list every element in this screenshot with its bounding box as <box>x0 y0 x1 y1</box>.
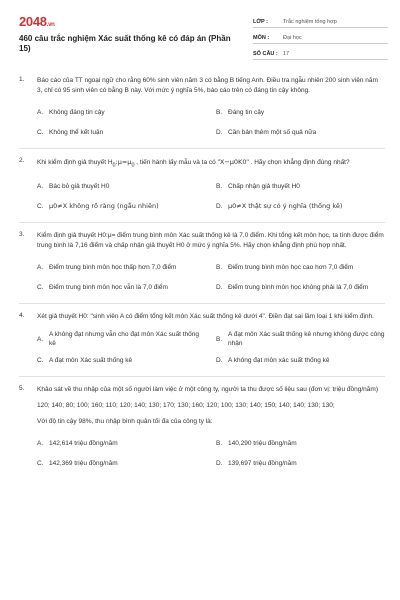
option-letter: C. <box>37 128 44 136</box>
divider <box>19 376 385 377</box>
question-text: Khảo sát về thu nhập của một số người làm việc ở một công ty, người ta thu được số liệu sau (đơn vị: triệu đồng/năm) <box>37 386 378 394</box>
question-2 <box>19 157 385 218</box>
question-4 <box>19 312 385 372</box>
meta-value: Đại học <box>283 35 302 41</box>
meta-row-count <box>253 46 388 60</box>
subscript: 0 <box>112 162 116 169</box>
option-d[interactable] <box>216 352 385 368</box>
question-text: Báo cáo của TT ngoại ngữ cho rằng 60% sinh viên năm 3 có bằng B tiếng Anh. Điều tra ngẫu nhiên 200 sinh viên năm 3, chỉ có 95 sinh viên có bằng B này. Với mức ý nghĩa 5%, báo cáo trên có đáng tin cậy không. <box>37 77 378 94</box>
meta-row-subject <box>253 30 388 44</box>
option-d[interactable] <box>216 198 385 214</box>
option-c[interactable] <box>37 124 206 140</box>
option-letter: D. <box>216 356 223 364</box>
question-prompt: Với độ tin cậy 98%, thu nhập bình quân tối đa của công ty là: <box>37 418 213 426</box>
option-text: A đạt môn Xác suất thống kê nhưng không được công nhận <box>228 331 385 348</box>
option-letter: A. <box>37 439 44 447</box>
meta-row-class <box>253 14 388 28</box>
option-text: Điểm trung bình môn học cao hơn 7,0 điểm <box>228 263 354 271</box>
logo-text: 2048 <box>19 14 47 29</box>
option-a[interactable] <box>37 178 206 194</box>
option-letter: D. <box>216 283 223 291</box>
option-a[interactable] <box>37 259 206 275</box>
options <box>37 435 385 475</box>
option-letter: A. <box>37 335 44 343</box>
option-letter: D. <box>216 202 223 210</box>
site-logo[interactable] <box>19 14 55 29</box>
meta-key: SỐ CÂU : <box>253 51 278 57</box>
option-text: μ0≠X không rõ ràng (ngẫu nhiên) <box>49 201 159 210</box>
option-letter: B. <box>216 263 223 271</box>
question-text <box>37 157 385 170</box>
option-b[interactable] <box>216 178 385 194</box>
meta-key: MÔN : <box>253 35 270 41</box>
question-5 <box>19 385 385 475</box>
divider <box>19 303 385 304</box>
option-letter: B. <box>216 108 223 116</box>
option-letter: A. <box>37 263 44 271</box>
question-number: 4. <box>19 312 25 320</box>
option-text: μ0≠X thật sự có ý nghĩa (thống kê) <box>228 201 343 210</box>
page-header <box>0 0 400 62</box>
text-part: " . Hãy chọn khẳng định đúng nhất? <box>246 159 350 166</box>
options <box>37 259 385 299</box>
document-title: 460 câu trắc nghiệm Xác suất thống kê có đáp án (Phần 15) <box>19 34 231 53</box>
option-letter: C. <box>37 356 44 364</box>
options <box>37 330 385 372</box>
option-letter: A. <box>37 182 44 190</box>
option-c[interactable] <box>37 455 206 471</box>
question-text: Xét giả thuyết H0: "sinh viên A có điểm tổng kết môn Xác suất thống kê dưới 4". Điền đạt sai lầm loại 1 khi kiểm định. <box>37 313 374 321</box>
divider <box>19 222 385 223</box>
option-text: Không đáng tin cậy <box>49 108 105 116</box>
option-text: 142,614 triệu đồng/năm <box>49 439 118 447</box>
option-text: A không đạt nhưng vẫn cho đạt môn Xác suất thống kê <box>49 331 199 348</box>
option-c[interactable] <box>37 279 206 295</box>
logo-tld: .vn <box>46 22 55 28</box>
question-number: 5. <box>19 385 25 393</box>
option-text: Cần bản thêm một số quả nữa <box>228 128 317 136</box>
option-text: Bác bỏ giả thuyết H0 <box>49 182 110 190</box>
formula: :μ=μ <box>115 158 132 166</box>
divider <box>19 148 385 149</box>
option-text: Điểm trung bình môn học không phải là 7,0 điểm <box>228 283 369 291</box>
question-number: 1. <box>19 76 25 83</box>
option-text: Chấp nhận giả thuyết H0 <box>228 182 300 190</box>
text-part: Khi kiểm định giả thuyết H <box>37 159 113 166</box>
option-b[interactable] <box>216 330 385 348</box>
option-a[interactable] <box>37 330 206 348</box>
option-b[interactable] <box>216 259 385 275</box>
question-number: 2. <box>19 157 25 164</box>
option-c[interactable] <box>37 352 206 368</box>
data-line: 120; 140; 80; 100; 160; 110; 120; 140; 130; 170; 130; 160; 120; 100; 130; 140; 150; 140; 140; 130; 130; <box>37 402 335 410</box>
option-b[interactable] <box>216 435 385 451</box>
option-letter: A. <box>37 108 44 116</box>
meta-key: LỚP : <box>253 19 268 25</box>
question-number: 3. <box>19 231 25 239</box>
option-d[interactable] <box>216 455 385 471</box>
question-text: Kiểm định giả thuyết H0:μ= điểm trung bình môn Xác suất thống kê là 7,0 điểm. Khi tổng kết môn học, ta tính được điểm trung bình là 7,16 điểm và chấp nhận giả thuyết H0 ở mức ý nghĩa 5%. Hãy chọn khẳng định phù hợp nhất. <box>37 232 384 250</box>
option-text: 142,369 triệu đồng/năm <box>49 459 118 467</box>
option-letter: C. <box>37 202 44 210</box>
question-3 <box>19 231 385 299</box>
option-text: 139,697 triệu đồng/năm <box>228 459 297 467</box>
option-letter: B. <box>216 439 223 447</box>
option-letter: C. <box>37 283 44 291</box>
option-letter: B. <box>216 182 223 190</box>
option-letter: D. <box>216 128 223 136</box>
option-text: 140,290 triệu đồng/năm <box>228 439 297 447</box>
meta-value: 17 <box>283 51 290 57</box>
option-d[interactable] <box>216 124 385 140</box>
option-a[interactable] <box>37 435 206 451</box>
option-a[interactable] <box>37 104 206 120</box>
meta-value: Trắc nghiệm tổng hợp <box>283 19 337 25</box>
text-part: , tiến hành lấy mẫu và ta có " <box>134 159 220 166</box>
option-letter: B. <box>216 335 223 343</box>
subscript: 0 <box>131 162 135 169</box>
options <box>37 178 385 218</box>
meta-table <box>253 14 388 62</box>
question-list <box>19 76 385 475</box>
option-d[interactable] <box>216 279 385 295</box>
option-text: Không thể kết luận <box>49 128 104 136</box>
option-text: Đáng tin cậy <box>228 108 265 116</box>
option-letter: C. <box>37 459 44 467</box>
option-text: Điểm trung bình môn học thấp hơn 7,0 điểm <box>49 263 177 271</box>
option-text: Điểm trung bình môn học vẫn là 7,0 điểm <box>49 283 168 291</box>
option-text: A đạt môn Xác suất thống kê <box>49 356 133 364</box>
option-b[interactable] <box>216 104 385 120</box>
option-text: A không đạt môn xác suất thống kê <box>228 356 330 364</box>
option-letter: D. <box>216 459 223 467</box>
question-1 <box>19 76 385 144</box>
formula: X−μ0K0 <box>219 158 247 166</box>
options <box>37 104 385 144</box>
option-c[interactable] <box>37 198 206 214</box>
